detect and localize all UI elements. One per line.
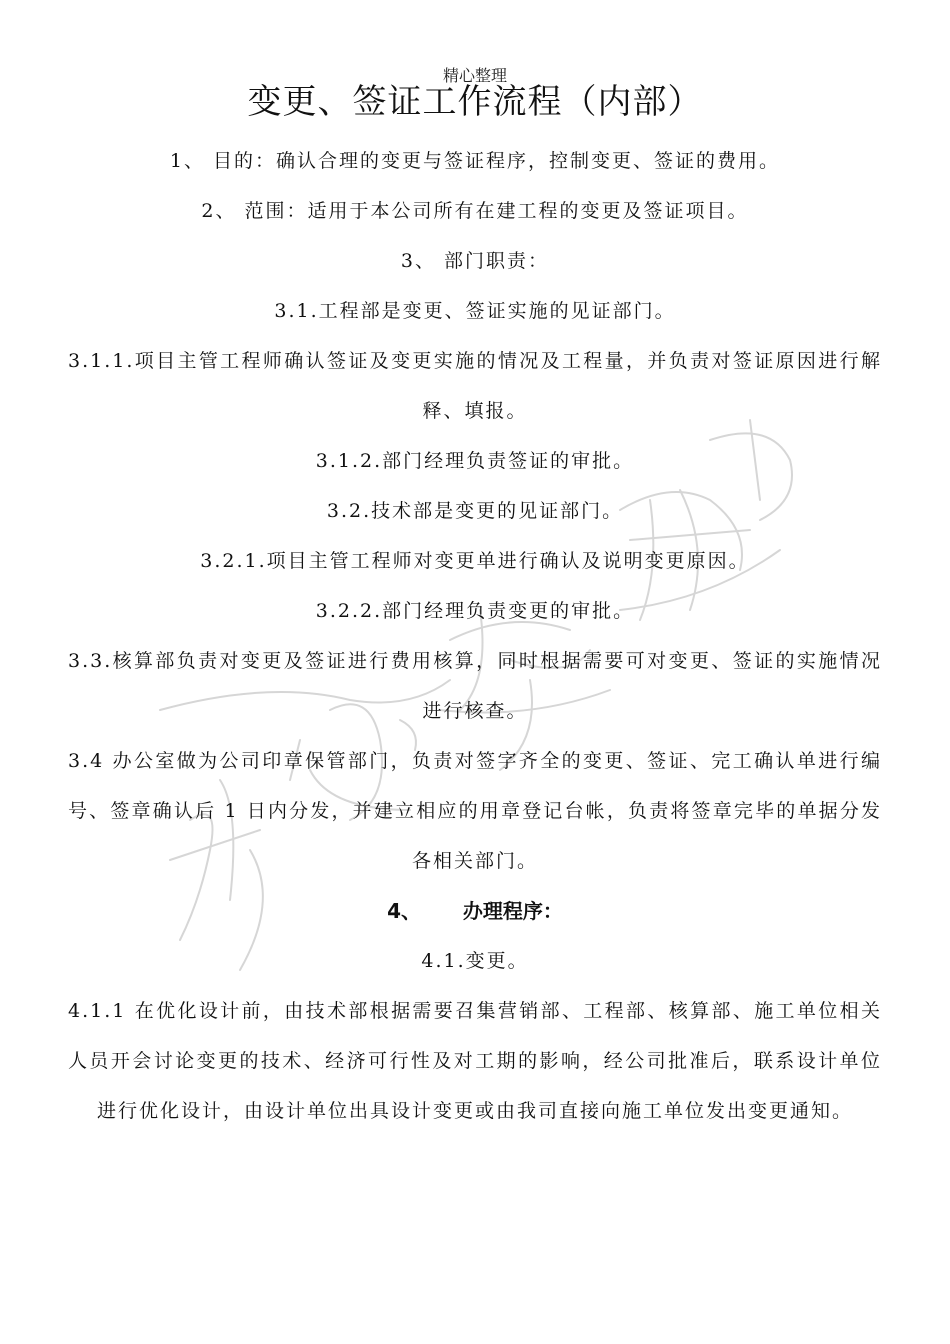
scope-line: 2、 范围：适用于本公司所有在建工程的变更及签证项目。	[201, 200, 749, 222]
document-title: 变更、签证工作流程（内部）	[247, 82, 703, 122]
header-note: 精心整理	[442, 66, 507, 85]
section-4-1: 4.1.变更。	[421, 950, 529, 972]
section-3-2: 3.2.技术部是变更的见证部门。	[326, 500, 624, 522]
document-body	[68, 136, 882, 1136]
section-3-2-2: 3.2.2.部门经理负责变更的审批。	[315, 600, 635, 622]
section-3-1-2: 3.1.2.部门经理负责签证的审批。	[315, 450, 635, 472]
section-3-2-1: 3.2.1.项目主管工程师对变更单进行确认及说明变更原因。	[200, 550, 750, 572]
section-3-1: 3.1.工程部是变更、签证实施的见证部门。	[274, 300, 676, 322]
section-3-3: 3.3.核算部负责对变更及签证进行费用核算，同时根据需要可对变更、签证的实施情况进行核查。	[68, 650, 882, 722]
purpose-line: 1、 目的：确认合理的变更与签证程序，控制变更、签证的费用。	[169, 150, 781, 172]
section-4-1-1: 4.1.1 在优化设计前，由技术部根据需要召集营销部、工程部、核算部、施工单位相关人员开会讨论变更的技术、经济可行性及对工期的影响，经公司批准后，联系设计单位进行优化设计，由设计单位出具设计变更或由我司直接向施工单位发出变更通知。	[68, 1000, 882, 1122]
duties-heading: 3、 部门职责：	[400, 250, 550, 272]
section-3-4: 3.4 办公室做为公司印章保管部门，负责对签字齐全的变更、签证、完工确认单进行编号、签章确认后 1 日内分发，并建立相应的用章登记台帐，负责将签章完毕的单据分发各相关部门。	[68, 750, 882, 872]
section-4-heading: 4、 办理程序：	[387, 899, 563, 923]
section-3-1-1: 3.1.1.项目主管工程师确认签证及变更实施的情况及工程量，并负责对签证原因进行解释、填报。	[68, 350, 882, 422]
